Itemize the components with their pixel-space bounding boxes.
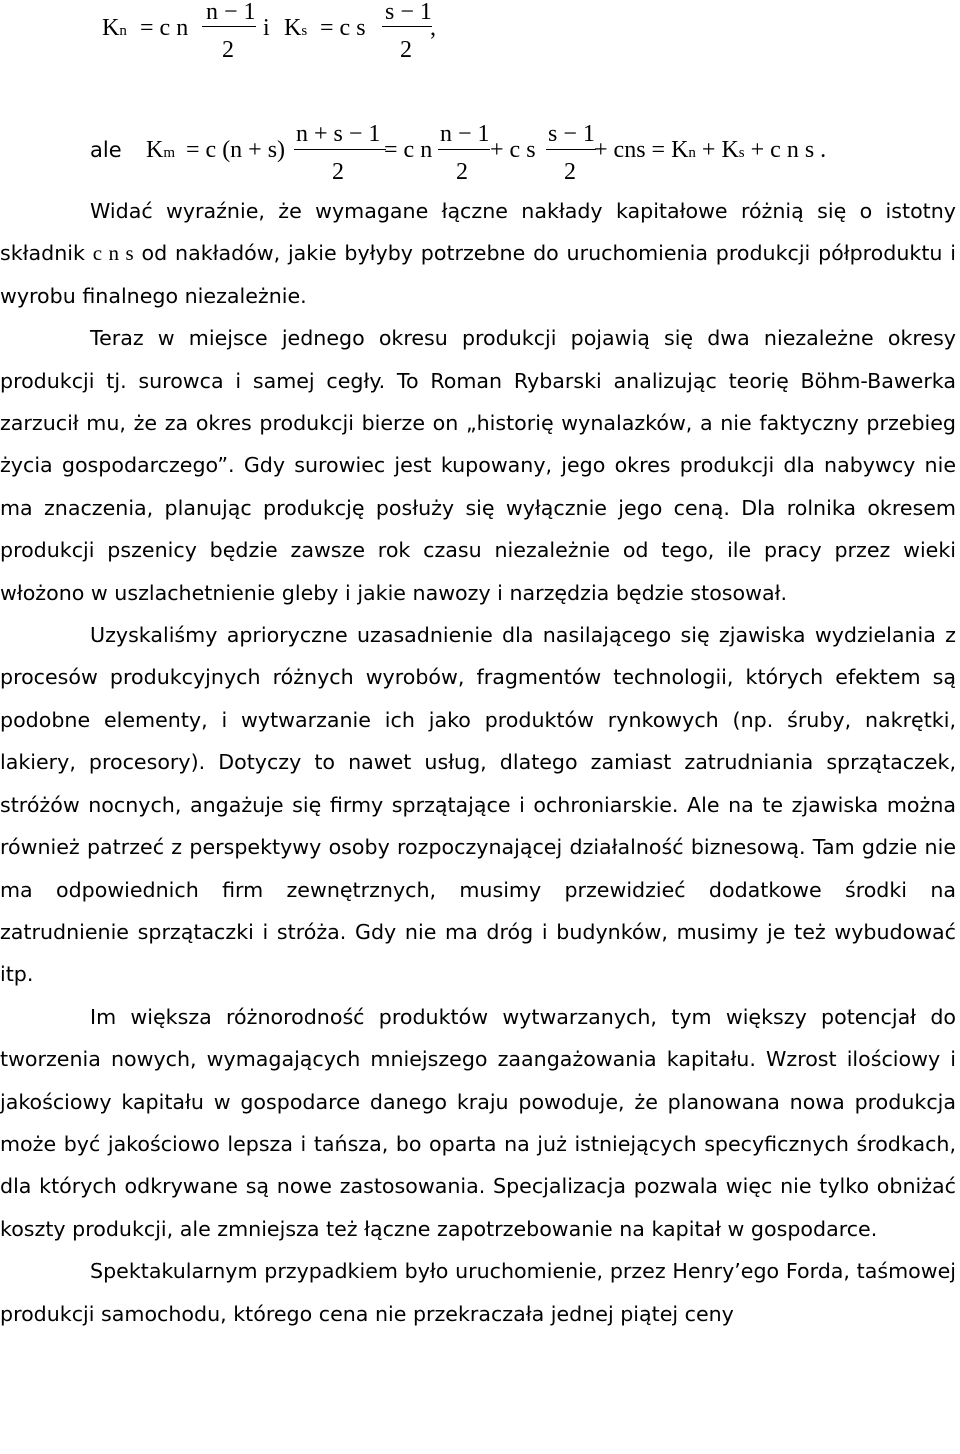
formula1-ks-denominator: 2 <box>400 37 412 63</box>
formula2-frac3-denominator: 2 <box>564 159 576 185</box>
formula2-frac2-numerator: n − 1 <box>440 121 490 147</box>
formula2-eq2: = c n <box>384 137 433 163</box>
formula1-ks: Ks <box>284 15 308 41</box>
formula1-ks-rhs: = c s <box>320 15 366 41</box>
paragraph-5: Spektakularnym przypadkiem było uruchomienie, przez Henry’ego Forda, taśmowej produkcji samochodu, którego cena nie przekraczała jednej piątej ceny <box>0 1259 956 1326</box>
formula2-frac3-line <box>546 149 596 150</box>
formula1-ks-numerator: s − 1 <box>385 0 432 25</box>
formula1-connector: i <box>263 15 270 41</box>
formula1-trailing-comma: , <box>430 15 436 41</box>
formula2-frac2-line <box>438 149 490 150</box>
formula2-frac1-denominator: 2 <box>332 159 344 185</box>
formula1-kn-fraction-line <box>202 26 256 27</box>
formula2-km: Km <box>146 137 176 163</box>
formula1-ks-fraction-line <box>382 26 432 27</box>
formula2-tail: + cns = Kn + Ks + c n s . <box>594 137 827 163</box>
formula2-frac3-numerator: s − 1 <box>548 121 595 147</box>
body-text <box>0 190 956 1335</box>
paragraph-4: Im większa różnorodność produktów wytwarzanych, tym większy potencjał do tworzenia nowych, wymagających mniejszego zaangażowania kapitału. Wzrost ilościowy i jakościowy kapitału w gospodarce danego kraju powoduje, że planowana nowa produkcja może być jakościowo lepsza i tańsza, bo oparta na już istniejących specyficznych środkach, dla których odkrywane są nowe zastosowania. Specjalizacja pozwala więc nie tylko obniżać koszty produkcji, ale zmniejsza też łączne zapotrzebowanie na kapitał w gospodarce. <box>0 1004 956 1241</box>
formula2-lead-word: ale <box>90 138 122 162</box>
formula1-kn-numerator: n − 1 <box>206 0 256 25</box>
formula1-kn-denominator: 2 <box>222 37 234 63</box>
formula1-kn: Kn <box>102 15 127 41</box>
paragraph-3: Uzyskaliśmy aprioryczne uzasadnienie dla nasilającego się zjawiska wydzielania z procesów produkcyjnych różnych wyrobów, fragmentów technologii, których efektem są podobne elementy, i wytwarzanie ich jako produktów rynkowych (np. śruby, nakrętki, lakiery, procesory). Dotyczy to nawet usług, dlatego zamiast zatrudniania sprzątaczek, stróżów nocnych, angażuje się firmy sprzątające i ochroniarskie. Ale na te zjawiska można również patrzeć z perspektywy osoby rozpoczynającej działalność biznesową. Tam gdzie nie ma odpowiednich firm zewnętrznych, musimy przewidzieć dodatkowe środki na zatrudnienie sprzątaczki i stróża. Gdy nie ma dróg i budynków, musimy je też wybudować itp. <box>0 623 956 987</box>
inline-formula-cns: c n s <box>92 241 134 266</box>
paragraph-2: Teraz w miejsce jednego okresu produkcji pojawią się dwa niezależne okresy produkcji tj. surowca i samej cegły. To Roman Rybarski analizując teorię Böhm-Bawerka zarzucił mu, że za okres produkcji bierze on „historię wynalazków, a nie faktyczny przebieg życia gospodarczego”. Gdy surowiec jest kupowany, jego okres produkcji dla nabywcy nie ma znaczenia, planując produkcję posłuży się wyłącznie jego ceną. Dla rolnika okresem produkcji pszenicy będzie zawsze rok czasu niezależnie od tego, ile pracy przez wieki włożono w uszlachetnienie gleby i jakie nawozy i narzędzia będzie stosował. <box>0 326 956 605</box>
formula1-kn-rhs: = c n <box>140 15 189 41</box>
formula2-eq1: = c (n + s) <box>186 137 286 163</box>
paragraph-1: Widać wyraźnie, że wymagane łączne nakłady kapitałowe różnią się o istotny składnik c n s od nakładów, jakie byłyby potrzebne do uruchomienia produkcji półproduktu i wyrobu finalnego niezależnie. <box>0 199 956 308</box>
formula2-frac1-line <box>294 149 386 150</box>
formula2-frac1-numerator: n + s − 1 <box>296 121 381 147</box>
formula2-frac2-denominator: 2 <box>456 159 468 185</box>
formula2-plus-cs: + c s <box>490 137 536 163</box>
